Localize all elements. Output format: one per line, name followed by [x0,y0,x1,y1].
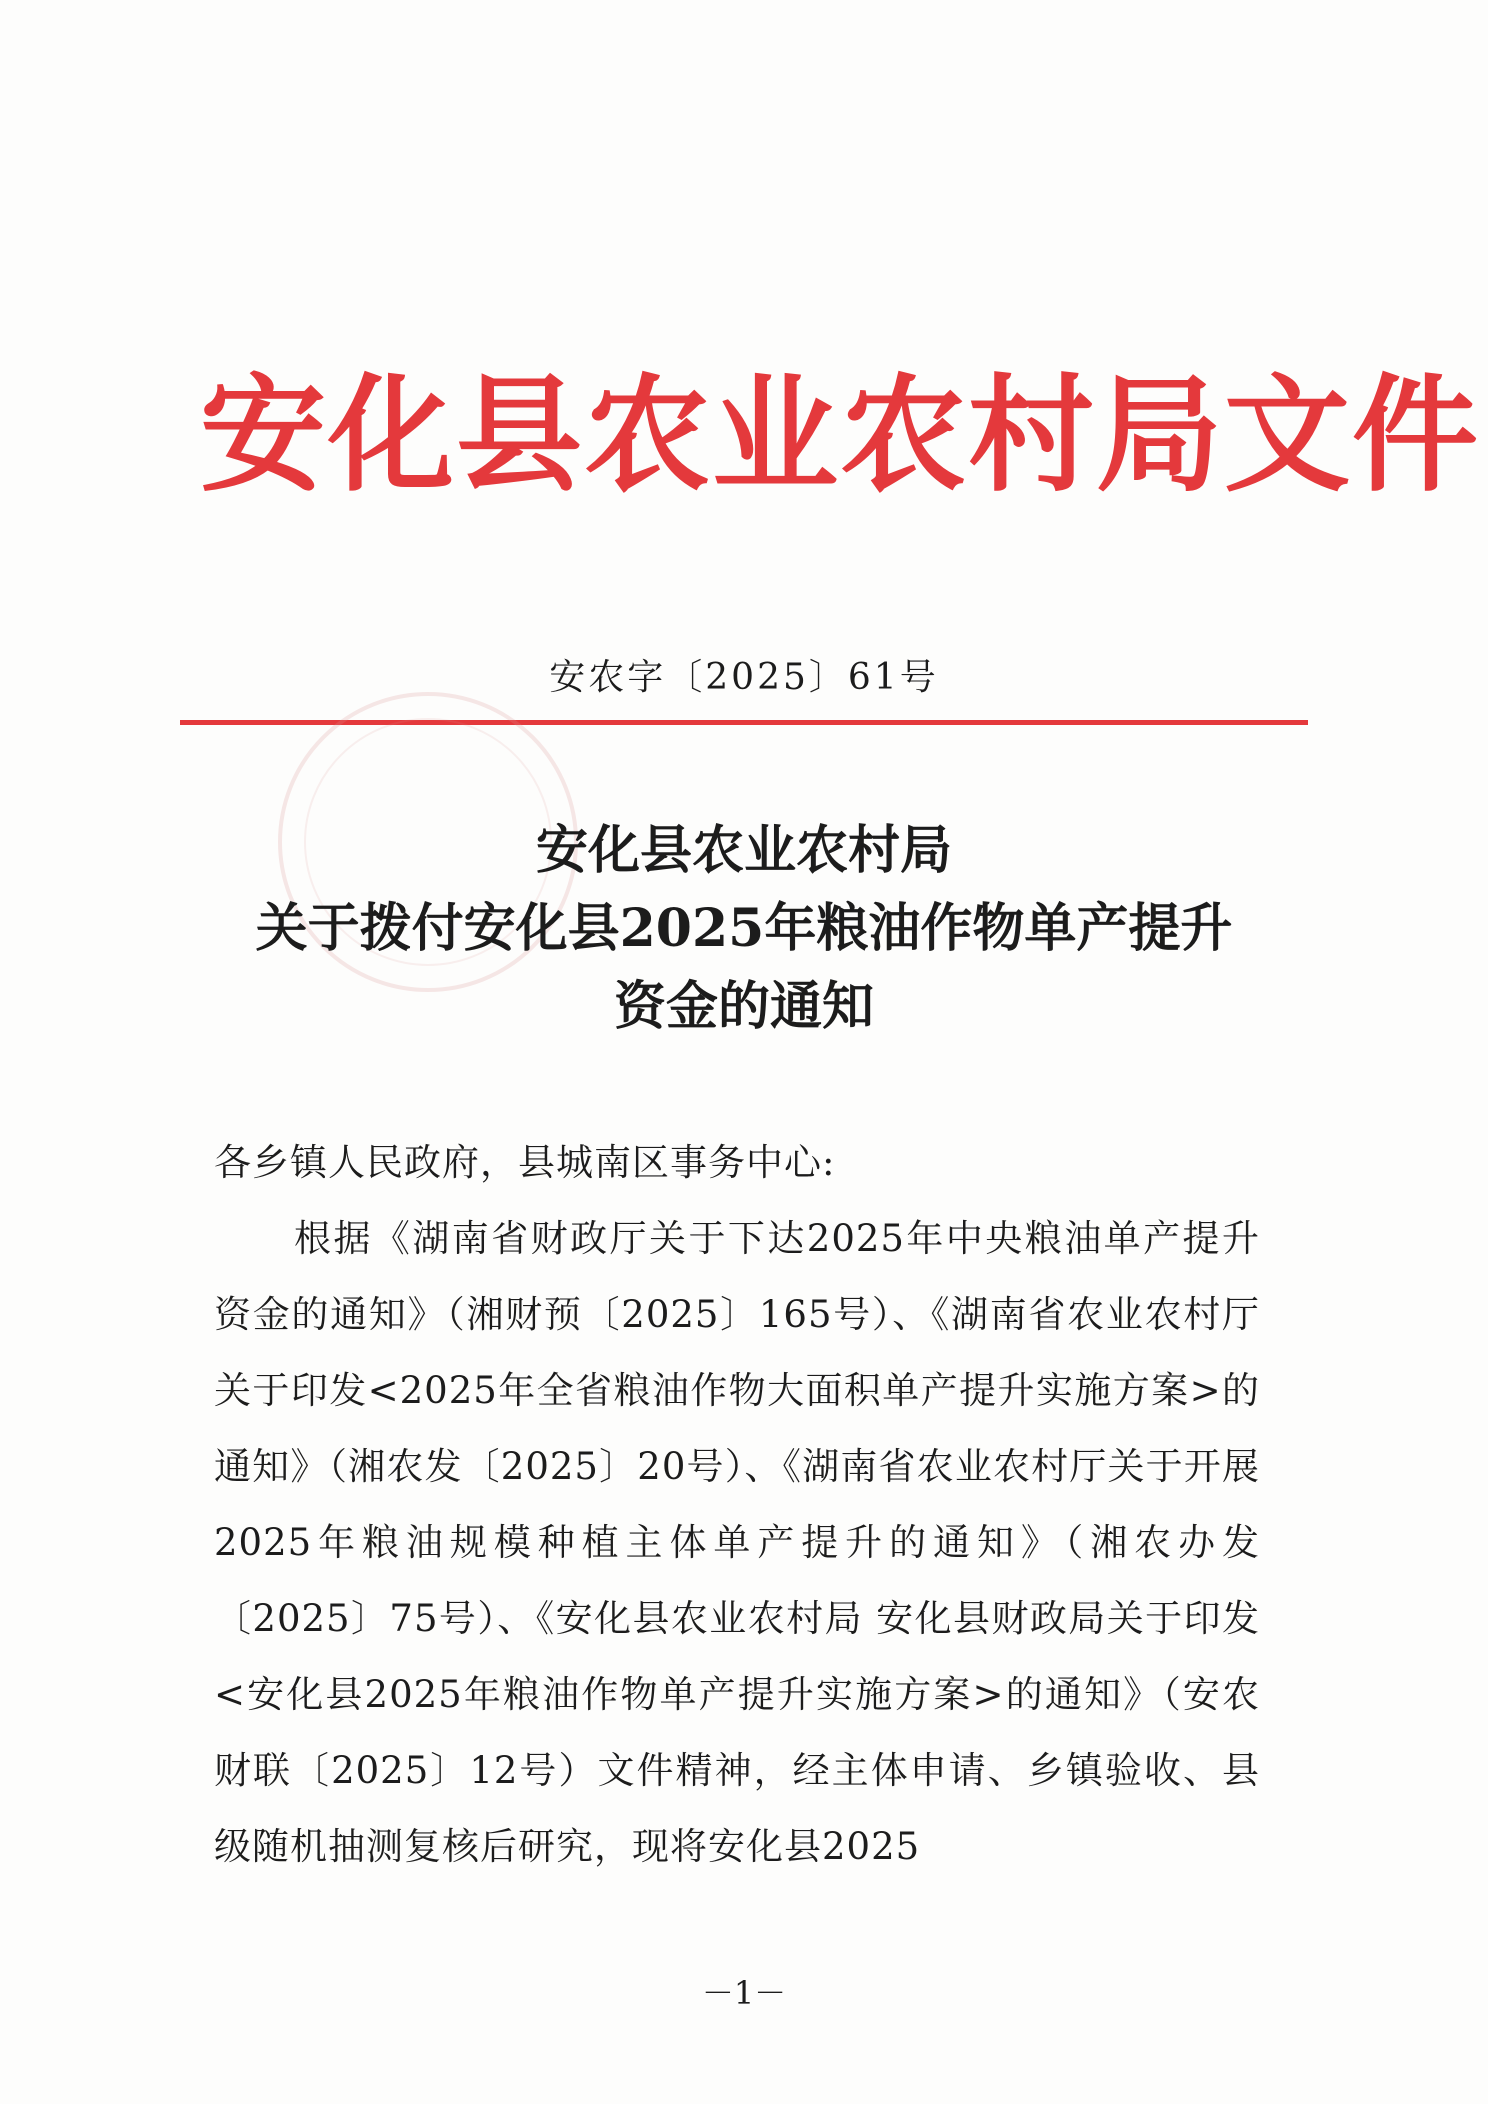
salutation: 各乡镇人民政府，县城南区事务中心: [214,1141,836,1184]
document-header-title: 安化县农业农村局文件 [200,361,1480,509]
notice-body [214,1125,1260,1885]
body-paragraph: 根据《湖南省财政厅关于下达2025年中央粮油单产提升资金的通知》（湘财预〔2025〕165号）、《湖南省农业农村厅关于印发<2025年全省粮油作物大面积单产提升实施方案>的通知》（湘农发〔2025〕20号）、《湖南省农业农村厅关于开展2025年粮油规模种植主体单产提升的通知》（湘农办发〔2025〕75号）、《安化县农业农村局 安化县财政局关于印发<安化县2025年粮油作物单产提升实施方案>的通知》（安农财联〔2025〕12号）文件精神，经主体申请、乡镇验收、县级随机抽测复核后研究，现将安化县2025 [214,1217,1260,1868]
document-number: 安农字〔2025〕61号 [549,657,939,698]
page-number: －1－ [701,1974,787,2012]
notice-title-line-3: 资金的通知 [613,976,874,1037]
notice-title-line-1: 安化县农业农村局 [535,820,952,881]
notice-title-line-2: 关于拨付安化县2025年粮油作物单产提升 [255,898,1233,959]
notice-title [0,812,1488,1046]
